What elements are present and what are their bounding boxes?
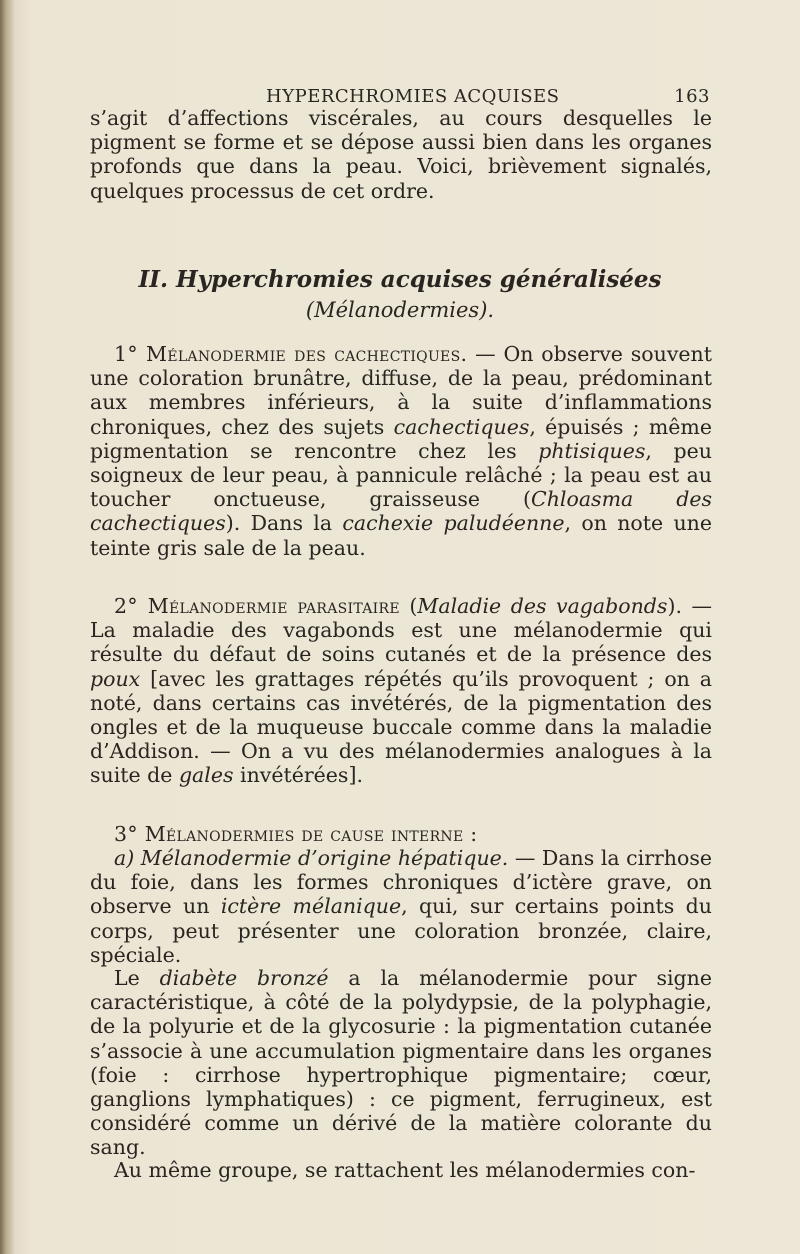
paragraph-continuation: s’agit d’affections viscérales, au cours desquelles le pigment se forme et se dépose aussi bien dans les organes profonds que dans la peau. Voici, brièvement signalés, quelques processus de cet ordre.	[90, 106, 712, 203]
page-number: 163	[674, 86, 710, 107]
italic-term: cachectiques	[393, 414, 530, 439]
text-span: ). Dans la	[225, 511, 343, 536]
italic-term: Chloasma des cachectiques	[90, 487, 712, 536]
italic-term: diabète bronzé	[159, 966, 329, 990]
paragraph-diabete-bronze	[90, 966, 712, 1160]
page-binding-edge	[0, 0, 14, 1254]
italic-term: ictère mélanique	[220, 894, 402, 919]
text-span: (	[399, 594, 418, 618]
subsection-heading-1: 1° Mélanodermie des cachectiques.	[114, 342, 468, 366]
text-span: , épuisés ; même pigmentation se rencontre chez les	[90, 414, 712, 463]
paragraph-melanodermie-parasitaire	[90, 594, 712, 788]
text-span: — Dans la cirrhose du foie, dans les formes chroniques d’ictère grave, on observe un	[90, 846, 712, 919]
italic-term: Maladie des vagabonds	[417, 594, 668, 618]
heading-text: 3° Mélanodermies de cause interne :	[114, 822, 478, 846]
paragraph-origine-hepatique	[90, 846, 712, 967]
text-span: — On observe souvent une coloration brunâtre, diffuse, de la peau, prédominant aux membres inférieurs, à la suite d’inflammations chroniques, chez des sujets	[90, 342, 712, 439]
paragraph-melanodermie-cachectiques	[90, 342, 712, 560]
text-span: invétérées].	[233, 763, 363, 788]
italic-term: poux	[90, 666, 141, 691]
paragraph-last-line: Au même groupe, se rattachent les mélanodermies con-	[114, 1158, 696, 1182]
running-title: HYPERCHROMIES ACQUISES	[266, 86, 560, 107]
italic-term: cachexie paludéenne	[342, 511, 565, 536]
italic-term: phtisiques	[538, 438, 646, 463]
italic-term: a) Mélanodermie d’origine hépatique.	[114, 846, 509, 870]
text-span: [avec les grattages répétés qu’ils provoquent ; on a noté, dans certains cas invétérés, de la pigmentation des ongles et de la muqueuse buccale comme dans la maladie d’Addison. — On a vu des mélanodermies analogues à la suite de	[90, 666, 712, 788]
italic-term: gales	[178, 763, 234, 788]
subsection-heading-2: 2° Mélanodermie parasitaire	[114, 594, 400, 618]
text-span: , peu soigneux de leur peau, à pannicule relâché ; la peau est au toucher onctueuse, graisseuse (	[90, 438, 713, 512]
subsection-heading-3	[90, 822, 712, 846]
text-span: a la mélanodermie pour signe caractéristique, à côté de la polydypsie, de la polyphagie, de la polyurie et de la glycosurie : la pigmentation cutanée s’associe à une accumulation pigmentaire dans les organes (foie : cirrhose hypertrophique pigmentaire; cœur, ganglions lymphatiques) : ce pigment, ferrugineux, est considéré comme un dérivé de la matière colorante du sang.	[90, 966, 712, 1160]
section-subtitle: (Mélanodermies).	[305, 298, 495, 322]
text-span: ). — La maladie des vagabonds est une mélanodermie qui résulte du défaut de soins cutanés et de la présence des	[90, 594, 713, 667]
text-span: Le	[114, 966, 160, 990]
text-span: , on note une teinte gris sale de la peau.	[90, 511, 712, 560]
section-title: II. Hyperchromies acquises généralisées	[138, 266, 662, 293]
text-span: , qui, sur certains points du corps, peut présenter une coloration bronzée, claire, spéciale.	[90, 894, 713, 967]
